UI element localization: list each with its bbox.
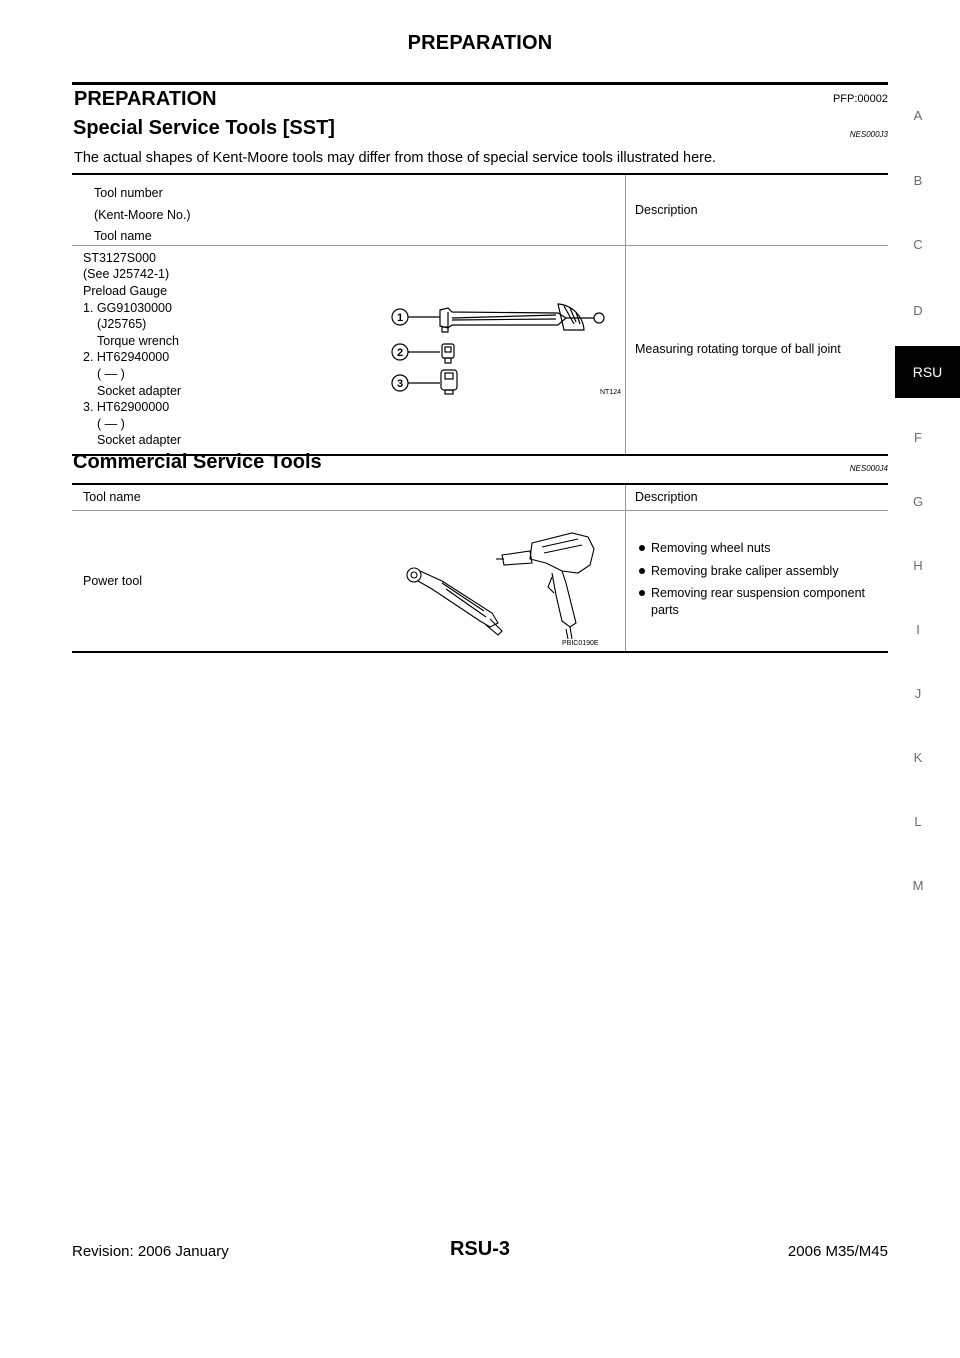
side-index-l[interactable]: L [914,814,922,829]
sst-table [72,173,888,456]
kent-moore-number: (J25765) [97,317,147,332]
side-index-m[interactable]: M [912,878,924,893]
sst-header-description: Description [626,174,889,245]
table-row [72,245,888,455]
cst-header-description: Description [626,484,889,511]
side-index-j[interactable]: J [914,686,922,701]
table-row [72,511,888,653]
callout-label: 2 [396,346,404,359]
sst-code: NES000J3 [849,130,888,139]
tool-number: 1. GG91030000 [83,300,172,315]
list-item: Removing brake caliper assembly [635,563,888,580]
power-tool-illustration [402,523,617,648]
side-index-a[interactable]: A [913,108,923,123]
side-index-i[interactable]: I [916,622,920,637]
cst-description-list [635,511,888,618]
side-index-g[interactable]: G [912,494,924,509]
callout-label: 3 [396,377,404,390]
header-rule [72,82,888,85]
tool-number: 3. HT62900000 [83,400,170,415]
section-code: PFP:00002 [832,93,888,105]
tool-name: Socket adapter [97,383,182,398]
tool-name: Preload Gauge [83,283,168,298]
side-index-c[interactable]: C [913,237,923,252]
kent-moore-number: ( — ) [97,416,125,431]
side-index-b[interactable]: B [913,173,923,188]
side-index-rsu-active[interactable]: RSU [895,346,960,398]
cst-tool-name: Power tool [83,573,143,588]
cst-code: NES000J4 [849,464,888,473]
footer-revision: Revision: 2006 January [72,1243,229,1260]
footer-page-number: RSU-3 [449,1238,510,1260]
side-index-d[interactable]: D [913,303,923,318]
cst-table-header [72,484,888,511]
callout-label: 1 [396,311,404,324]
side-index-f[interactable]: F [914,430,922,445]
cst-title: Commercial Service Tools [73,451,322,473]
kent-moore-number: (See J25742-1) [83,267,170,282]
list-item: Removing wheel nuts [635,540,888,557]
page-header-title: PREPARATION [407,32,553,54]
sst-intro: The actual shapes of Kent-Moore tools may differ from those of special service tools illustrated here. [74,150,717,166]
sst-table-header [72,174,888,245]
header-line: (Kent-Moore No.) [94,207,191,222]
footer-model: 2006 M35/M45 [787,1243,888,1260]
sst-title: Special Service Tools [SST] [73,117,335,139]
figure-code: NT124 [600,388,622,396]
header-line: Tool number [94,186,163,200]
list-item: Removing rear suspension component parts [635,585,888,618]
tool-number: 2. HT62940000 [83,350,170,365]
side-index-k[interactable]: K [913,750,923,765]
section-title: PREPARATION [74,88,217,110]
sst-description: Measuring rotating torque of ball joint [635,342,841,357]
cst-table [72,483,888,653]
kent-moore-number: ( — ) [97,366,125,381]
tool-name: Torque wrench [97,333,179,348]
tool-number: ST3127S000 [83,250,156,265]
header-line: Tool name [94,229,152,244]
tool-name: Socket adapter [97,433,182,448]
side-index-h[interactable]: H [913,558,923,573]
figure-code: PBIC0190E [562,640,599,647]
cst-header-tool-name: Tool name [72,484,626,511]
preload-gauge-illustration [388,298,628,426]
